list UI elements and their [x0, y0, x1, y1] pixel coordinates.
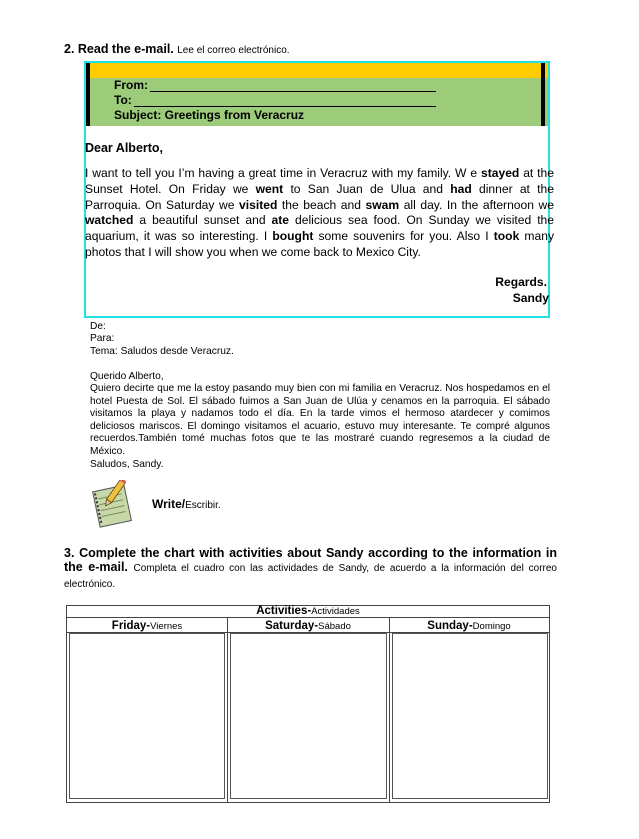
email-to-line [114, 93, 436, 107]
section-3-heading [64, 546, 557, 592]
sunday-answer-cell[interactable] [392, 633, 548, 799]
email-body-text: delicious sea food. On Sunday we visited the aquarium, it was so interesting. I [85, 213, 555, 244]
email-from-line [114, 78, 436, 92]
email-body-text: a beautiful sunset and [133, 213, 272, 228]
column-sunday-label: Sunday- [427, 620, 473, 632]
spanish-para: Para: [90, 333, 115, 344]
email-body-verb: ate [271, 213, 290, 228]
email-to-label: To: [114, 93, 132, 107]
column-sunday-label-es: Domingo [472, 621, 511, 632]
activities-title: Activities- [256, 605, 312, 617]
email-body-verb: bought [272, 229, 314, 244]
column-divider-2 [389, 617, 390, 803]
write-instruction [152, 497, 221, 511]
column-divider-1 [227, 617, 228, 803]
email-body-verb: went [255, 181, 284, 196]
column-saturday-label-es: Sábado [318, 621, 351, 632]
write-label-es: Escribir. [185, 500, 221, 511]
email-body-text: many photos that I will show you when we come back to Mexico City. [85, 229, 554, 259]
spanish-de: De: [90, 321, 106, 332]
section-2-title: 2. Read the e-mail. [64, 42, 174, 56]
email-subject: Subject: Greetings from Veracruz [114, 108, 305, 122]
email-body-verb: had [450, 181, 472, 196]
section-2-subtitle: Lee el correo electrónico. [177, 45, 290, 56]
email-greeting: Dear Alberto, [85, 141, 164, 155]
column-friday-label: Friday- [111, 620, 151, 632]
email-body-verb: took [493, 229, 520, 244]
section-2-heading [64, 42, 290, 56]
saturday-answer-cell[interactable] [230, 633, 387, 799]
spanish-cuerpo: Quiero decirte que me la estoy pasando muy bien con mi familia en Veracruz. Nos hospedamos en el hotel Puesta de Sol. El sábado fuimos a San Juan de Ulúa y cenamos en la parroquia. El sábado visitamos la playa y nadamos todo el día. En la tarde vimos el hermoso atardecer y comimos deliciosos mariscos. El domingo visitamos el acuario, estuvo muy interesante. Te compré algunos recuerdos.También tomé muchas fotos que te las mostraré cuando regresemos a la ciudad de México. [90, 383, 550, 457]
email-signature: Sandy [512, 291, 549, 305]
email-closing: Regards. [495, 275, 547, 289]
email-body-text: I want to tell you I’m having a great time in Veracruz with my family. W e [85, 166, 481, 180]
spanish-saludo: Querido Alberto, [90, 371, 164, 382]
friday-answer-cell[interactable] [69, 633, 225, 799]
email-body-verb: visited [239, 197, 278, 212]
activities-title-es: Actividades [311, 606, 360, 617]
email-body-text: at the Sunset Hotel. On Friday we [85, 166, 554, 196]
section-3-subtitle: Completa el cuadro con las actividades de Sandy, de acuerdo a la información del correo electrónico. [64, 563, 557, 590]
email-body-verb: watched [85, 213, 134, 228]
email-from-label: From: [114, 78, 148, 92]
write-label: Write/ [152, 497, 186, 511]
email-body-text: all day. In the afternoon we [399, 197, 554, 212]
email-body-text: to San Juan de Ulua and [283, 181, 451, 196]
column-saturday-label: Saturday- [265, 620, 319, 632]
email-body [85, 166, 554, 261]
spanish-despedida: Saludos, Sandy. [90, 459, 164, 470]
email-body-verb: stayed [480, 166, 520, 180]
column-friday-label-es: Viernes [150, 621, 183, 632]
spanish-tema: Tema: Saludos desde Veracruz. [90, 346, 234, 357]
notebook-pencil-icon [90, 480, 136, 528]
email-body-text: the beach and [277, 197, 366, 212]
table-header-divider [66, 617, 550, 618]
section-3-title: 3. Complete the chart with activities about Sandy according to the information in the e-mail. [64, 546, 557, 574]
activities-table-title [66, 605, 550, 617]
email-body-text: dinner at the Parroquia. On Saturday we [85, 181, 554, 212]
email-body-verb: swam [365, 197, 400, 212]
email-body-text: some souvenirs for you. Also I [313, 229, 494, 244]
email-from-blank [150, 80, 436, 92]
email-to-blank [134, 95, 436, 107]
